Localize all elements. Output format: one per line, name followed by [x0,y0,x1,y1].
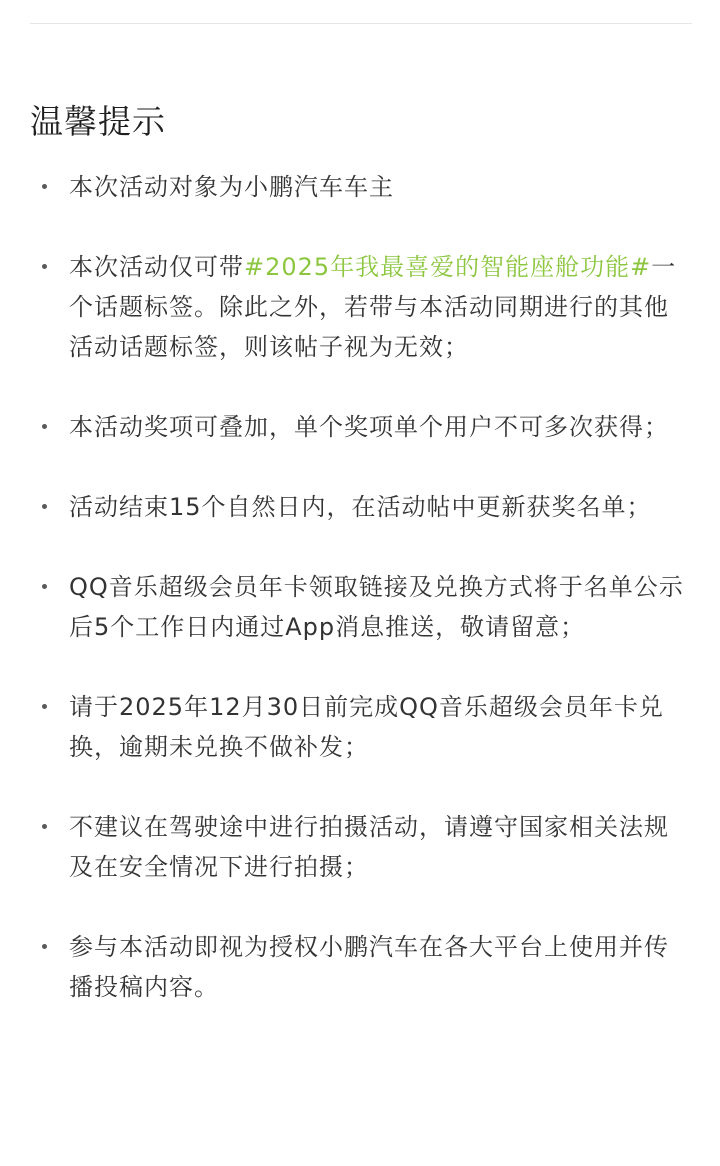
tip-item [0,567,720,647]
tip-text: 请于2025年12月30日前完成QQ音乐超级会员年卡兑换，逾期未兑换不做补发； [69,693,664,761]
bullet-icon [42,584,47,589]
tip-text: 本活动奖项可叠加，单个奖项单个用户不可多次获得； [69,413,669,441]
section-title: 温馨提示 [30,102,166,141]
tip-text: 不建议在驾驶途中进行拍摄活动，请遵守国家相关法规及在安全情况下进行拍摄； [69,813,669,881]
tip-item [0,687,720,767]
tip-item [0,247,720,367]
bullet-icon [42,944,47,949]
tip-item [0,167,720,207]
tips-list [0,167,720,1047]
bullet-icon [42,264,47,269]
tip-text: QQ音乐超级会员年卡领取链接及兑换方式将于名单公示后5个工作日内通过App消息推送，敬请留意； [69,573,684,641]
bullet-icon [42,504,47,509]
tip-text: 本次活动对象为小鹏汽车车主 [69,173,394,201]
top-divider [30,23,692,24]
tip-item [0,407,720,447]
tip-item [0,487,720,527]
topic-hashtag-link[interactable]: #2025年我最喜爱的智能座舱功能# [244,253,652,281]
tip-item [0,927,720,1007]
tip-text-prefix: 本次活动仅可带 [69,253,244,281]
tip-text: 参与本活动即视为授权小鹏汽车在各大平台上使用并传播投稿内容。 [69,933,669,1001]
tip-text: 活动结束15个自然日内，在活动帖中更新获奖名单； [69,493,652,521]
bullet-icon [42,424,47,429]
tip-text-suffix: 一个话题标签。除此之外，若带与本活动同期进行的其他活动话题标签，则该帖子视为无效； [69,253,677,361]
bullet-icon [42,184,47,189]
tip-item [0,807,720,887]
bullet-icon [42,704,47,709]
bullet-icon [42,824,47,829]
